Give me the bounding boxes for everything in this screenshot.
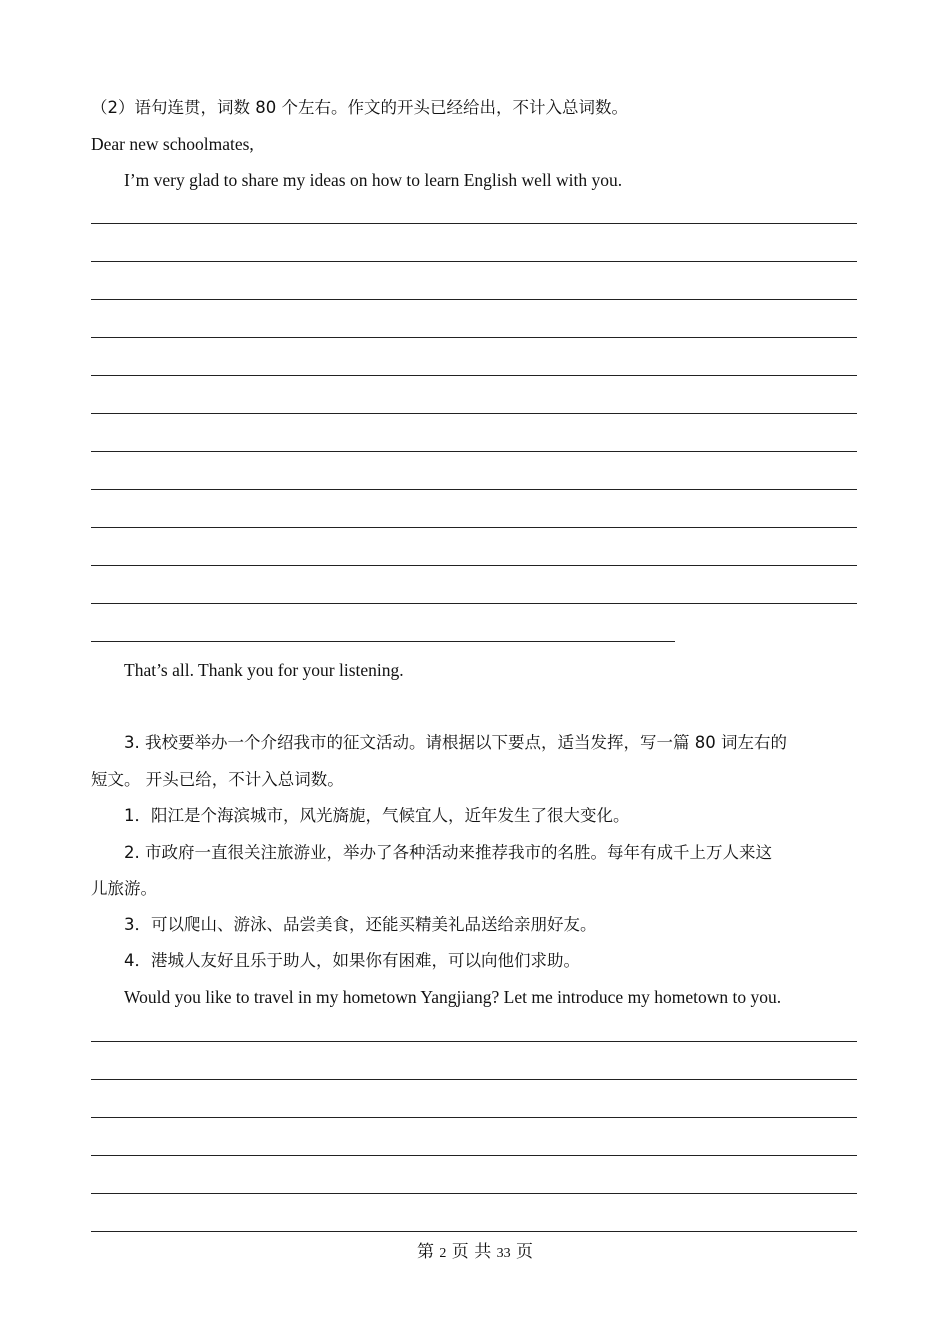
writing-line — [91, 565, 857, 566]
writing-line — [91, 1041, 857, 1042]
task3-point2-line1: 2. 市政府一直很关注旅游业，举办了各种活动来推荐我市的名胜。每年有成千上万人来这 — [124, 843, 772, 862]
writing-line — [91, 527, 857, 528]
task3-point4: 4．港城人友好且乐于助人，如果你有困难，可以向他们求助。 — [124, 951, 580, 970]
task2-requirement: （2）语句连贯，词数 80 个左右。作文的开头已经给出，不计入总词数。 — [91, 98, 628, 117]
task3-opening: Would you like to travel in my hometown Yangjiang? Let me introduce my hometown to you. — [124, 987, 782, 1007]
footer-prefix: 第 — [416, 1242, 434, 1262]
page-footer — [0, 1240, 950, 1266]
writing-line — [91, 299, 857, 300]
task3-point1: 1．阳江是个海滨城市，风光旖旎，气候宜人，近年发生了很大变化。 — [124, 806, 630, 825]
writing-line — [91, 1079, 857, 1080]
footer-total-pages: 33 — [496, 1246, 511, 1261]
task3-point3: 3．可以爬山、游泳、品尝美食，还能买精美礼品送给亲朋好友。 — [124, 915, 597, 934]
writing-line — [91, 223, 857, 224]
task2-opening: I’m very glad to share my ideas on how to learn English well with you. — [124, 170, 623, 190]
writing-line — [91, 1193, 857, 1194]
task2-salutation: Dear new schoolmates, — [91, 134, 254, 154]
writing-line — [91, 337, 857, 338]
task2-closing: That’s all. Thank you for your listening. — [124, 660, 404, 680]
writing-line — [91, 603, 857, 604]
writing-line — [91, 375, 857, 376]
footer-suffix: 页 — [516, 1242, 534, 1262]
writing-line — [91, 1155, 857, 1156]
writing-line — [91, 451, 857, 452]
footer-page-number: 2 — [439, 1246, 447, 1261]
writing-line — [91, 1231, 857, 1232]
writing-line-short — [91, 641, 675, 642]
writing-line — [91, 489, 857, 490]
task3-prompt-line1: 3. 我校要举办一个介绍我市的征文活动。请根据以下要点，适当发挥，写一篇 80 词左右的 — [124, 733, 787, 752]
task3-prompt-line2: 短文。 开头已给，不计入总词数。 — [91, 770, 344, 789]
task3-point2-line2: 儿旅游。 — [91, 879, 157, 898]
writing-line — [91, 413, 857, 414]
footer-middle: 页 共 — [451, 1242, 492, 1262]
writing-line — [91, 1117, 857, 1118]
writing-line — [91, 261, 857, 262]
